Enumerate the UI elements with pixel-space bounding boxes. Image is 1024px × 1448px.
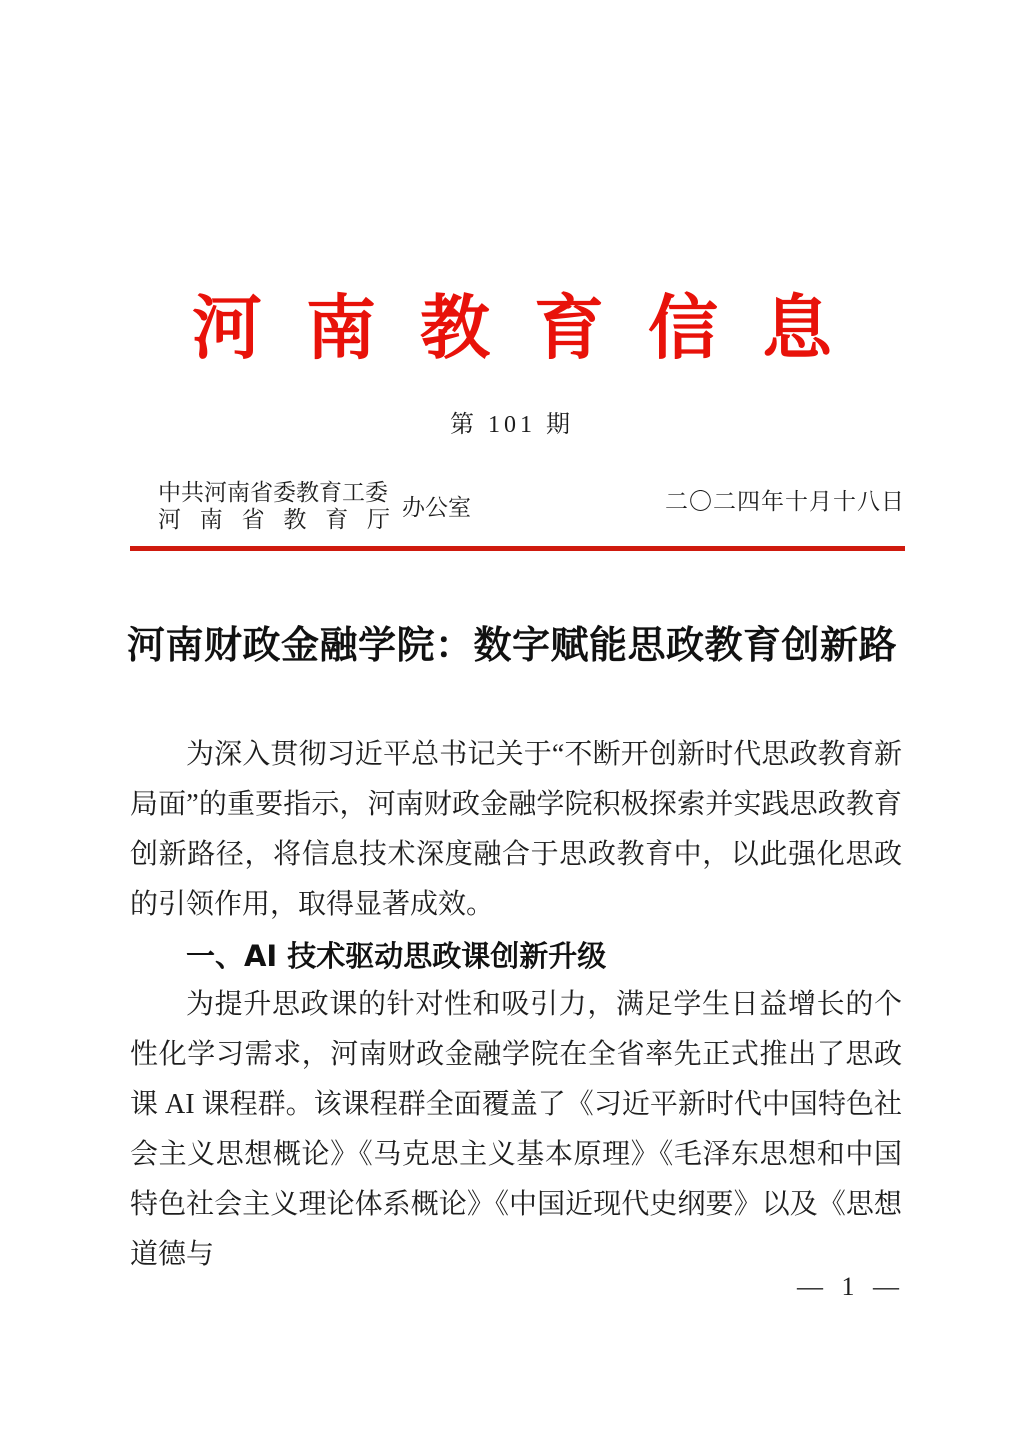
article-paragraph-1: 为深入贯彻习近平总书记关于“不断开创新时代思政教育新局面”的重要指示，河南财政金融学院积极探索并实践思政教育创新路径，将信息技术深度融合于思政教育中，以此强化思政的引领作用，取得显著成效。: [130, 739, 902, 920]
issue-date: 二〇二四年十月十八日: [665, 489, 905, 514]
issuer-line-1: 中共河南省委教育工委: [158, 480, 388, 505]
article-title: 河南财政金融学院：数字赋能思政教育创新路: [126, 625, 897, 667]
page-number: — 1 —: [797, 1272, 905, 1301]
issuer-names: [158, 479, 390, 533]
issue-number: 第 101 期: [450, 412, 574, 438]
issuer-line-2: 河南省教育厅: [158, 507, 390, 532]
article-paragraph-2: 为提升思政课的针对性和吸引力，满足学生日益增长的个性化学习需求，河南财政金融学院在全省率先正式推出了思政课 AI 课程群。该课程群全面覆盖了《习近平新时代中国特色社会主义思想概论》《马克思主义基本原理》《毛泽东思想和中国特色社会主义理论体系概论》《中国近现代史纲要》以及《思想道德与: [130, 989, 902, 1270]
section-1-heading: 一、AI 技术驱动思政课创新升级: [185, 939, 607, 973]
issuer-row: [130, 479, 905, 537]
red-separator-rule: [130, 546, 905, 551]
issuer-office-label: 办公室: [402, 495, 471, 520]
masthead-title: 河南教育信息: [192, 287, 876, 369]
